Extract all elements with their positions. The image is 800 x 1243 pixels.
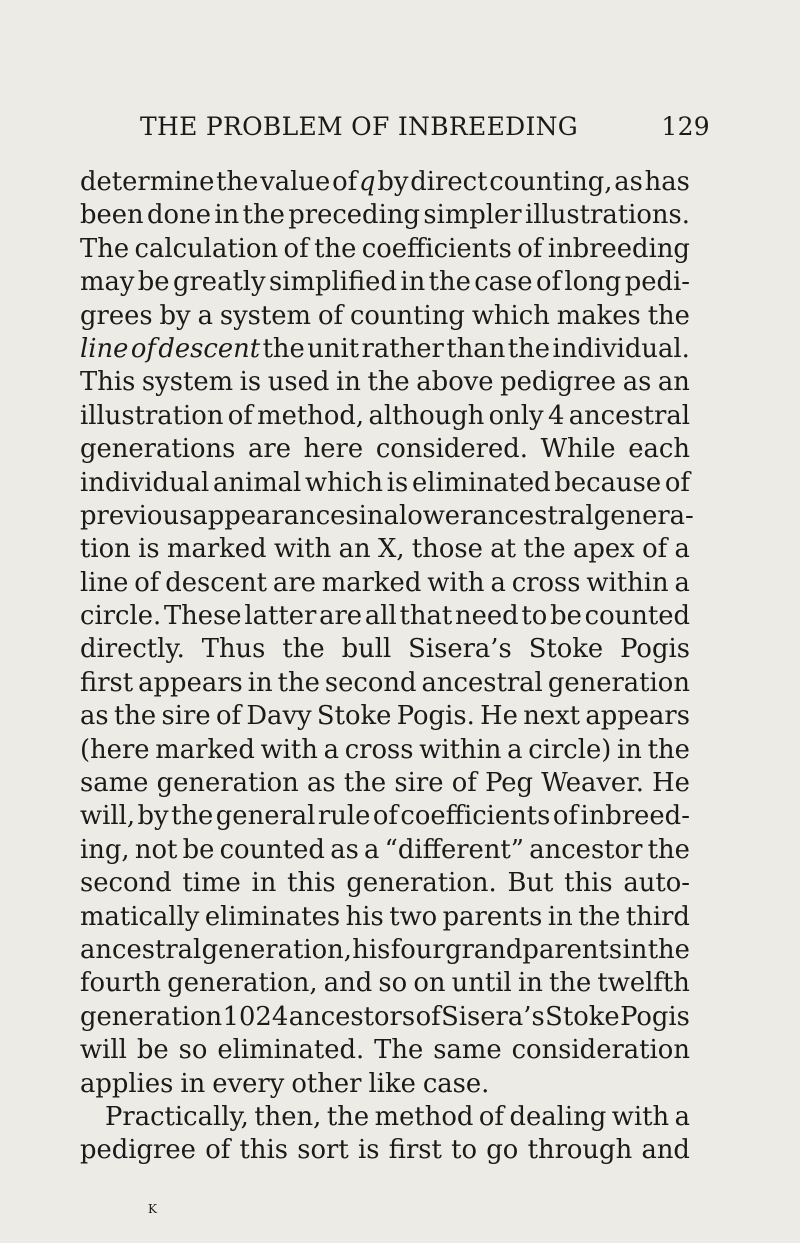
word: grandparents [445, 934, 623, 965]
word: of [552, 801, 578, 832]
word: is [138, 534, 160, 565]
italic-word: line [80, 333, 129, 364]
word: this [564, 868, 613, 899]
word: These [163, 601, 242, 632]
word: as [307, 768, 336, 799]
word: the [314, 233, 357, 264]
word: directly. [80, 634, 185, 665]
word: line [80, 567, 129, 598]
word: the [647, 934, 690, 965]
text-line [80, 834, 690, 867]
word: is [357, 1135, 380, 1166]
word: in [622, 934, 648, 965]
word: parents [442, 901, 543, 932]
word: general [215, 801, 316, 832]
word: greatly [172, 267, 266, 298]
word: apex [573, 534, 635, 565]
word: auto- [623, 868, 690, 899]
word: latter [244, 601, 317, 632]
text-line [80, 433, 690, 466]
word: individual. [552, 333, 690, 364]
word: a [507, 734, 523, 765]
text-line [80, 533, 690, 566]
word: Stoke [545, 1001, 620, 1032]
word: a [197, 300, 213, 331]
word: a [323, 734, 339, 765]
word: here [303, 434, 364, 465]
word: which [305, 467, 384, 498]
word: which [471, 300, 550, 331]
word: been [80, 200, 144, 231]
word: in [180, 1068, 206, 1099]
word: marked [166, 534, 267, 565]
word: counted [584, 601, 690, 632]
word: unit [307, 333, 360, 364]
word: the [578, 901, 621, 932]
word: are [272, 567, 316, 598]
word: case. [422, 1068, 490, 1099]
word: his [352, 934, 391, 965]
word: Davy [246, 701, 312, 732]
italic-word: of [130, 333, 156, 364]
word: ancestral [472, 500, 594, 531]
word: on [413, 968, 446, 999]
text-line [80, 867, 690, 900]
word: a [674, 567, 690, 598]
running-head-title: THE PROBLEM OF INBREEDING [140, 112, 579, 141]
word: pedigree [500, 367, 617, 398]
word: twelfth [597, 968, 690, 999]
word: eliminates [204, 901, 341, 932]
word: that [399, 601, 453, 632]
word: the [242, 200, 285, 231]
running-header [140, 112, 710, 152]
word: of [372, 801, 398, 832]
word: of [215, 701, 242, 732]
word: as [622, 367, 652, 398]
word: in [400, 267, 426, 298]
word: may [80, 267, 135, 298]
word: makes [556, 300, 641, 331]
text-line [80, 934, 690, 967]
word: a [383, 500, 399, 531]
text-line [80, 1134, 690, 1167]
text-line [80, 400, 690, 433]
word: as [330, 834, 359, 865]
text-line [80, 800, 690, 833]
italic-word: descent [158, 333, 261, 364]
word: a [674, 1101, 690, 1132]
word: Stoke [528, 634, 604, 665]
word: generation [547, 667, 690, 698]
word: and [323, 968, 373, 999]
word: is [386, 467, 409, 498]
word: simplified [269, 267, 397, 298]
word: ancestor [529, 834, 643, 865]
word: with [260, 734, 318, 765]
word: the [428, 267, 471, 298]
word: cross [511, 567, 581, 598]
word: eliminated. [217, 1035, 365, 1066]
word: within [419, 734, 502, 765]
word: ing, [80, 834, 130, 865]
word: are [248, 434, 292, 465]
word: until [451, 968, 512, 999]
text-line [80, 734, 690, 767]
word: sire [161, 701, 211, 732]
word: Practically, [105, 1101, 249, 1132]
word: marked [321, 567, 422, 598]
word: circle. [80, 601, 162, 632]
word: preceding [288, 200, 420, 231]
word: dealing [509, 1101, 607, 1132]
word: although [368, 400, 485, 431]
word: (here [80, 734, 150, 765]
word: of [227, 400, 253, 431]
word: of [317, 300, 344, 331]
word: method [374, 1101, 474, 1132]
word: counted [219, 834, 325, 865]
word: genera- [593, 500, 694, 531]
word: above [416, 367, 494, 398]
word: need [454, 601, 519, 632]
text-line [80, 366, 690, 399]
word: of [535, 267, 562, 298]
word: two [389, 901, 438, 932]
word: of [205, 1135, 231, 1166]
word: previous [80, 500, 193, 531]
word: illustration [80, 400, 224, 431]
word: those [411, 534, 483, 565]
word: sire [394, 768, 444, 799]
word: in [335, 367, 361, 398]
word: in [251, 868, 277, 899]
word: first [388, 1135, 442, 1166]
word: But [507, 868, 554, 899]
word: applies [80, 1068, 174, 1099]
word: the [171, 801, 214, 832]
page-number: 129 [661, 112, 710, 141]
word: time [182, 868, 241, 899]
word: generations [80, 434, 236, 465]
word: by [137, 801, 169, 832]
word: long [564, 267, 622, 298]
word: the [326, 1101, 370, 1132]
word: counting [349, 300, 465, 331]
word: X, [377, 534, 405, 565]
word: The [374, 1035, 424, 1066]
word: all [364, 601, 397, 632]
word: same [80, 768, 149, 799]
word: appears [585, 701, 690, 732]
text-line [80, 901, 690, 934]
word: The [80, 233, 130, 264]
word: appears [138, 667, 243, 698]
word: in [617, 734, 642, 765]
word: consideration [511, 1035, 690, 1066]
word: matically [80, 901, 200, 932]
word: descent [165, 567, 267, 598]
text-line [80, 199, 690, 232]
word: “different” [384, 834, 524, 865]
word: the [262, 333, 305, 364]
word: cross [344, 734, 414, 765]
word: done [147, 200, 211, 231]
word: of [283, 233, 309, 264]
word: of [134, 567, 160, 598]
text-line [80, 1068, 690, 1101]
word: has [644, 167, 690, 197]
word: four [390, 934, 445, 965]
word: pedi- [624, 267, 690, 298]
word: generation [156, 768, 299, 799]
text-line [80, 1101, 690, 1134]
word: as [80, 701, 109, 732]
word: only [488, 400, 544, 431]
word: second [80, 868, 172, 899]
word: the [549, 968, 592, 999]
word: be [137, 267, 170, 298]
word: this [287, 868, 336, 899]
word: the [282, 634, 325, 665]
word: second [324, 667, 417, 698]
word: with [427, 567, 485, 598]
text-line [80, 333, 690, 366]
word: ancestors [288, 1001, 416, 1032]
word: fourth [80, 968, 162, 999]
word: by [377, 167, 409, 197]
word: in [517, 968, 543, 999]
body-text [80, 166, 694, 1168]
text-line [80, 600, 690, 633]
word: generation [80, 1001, 223, 1032]
word: Peg [485, 768, 534, 799]
word: ancestral [80, 934, 202, 965]
word: generation, [167, 968, 318, 999]
word: of [332, 167, 358, 197]
word: value [260, 167, 331, 197]
text-line [80, 467, 690, 500]
word: to [521, 601, 548, 632]
word: through [527, 1135, 633, 1166]
word: other [291, 1068, 362, 1099]
word: system [141, 367, 234, 398]
word: generation. [346, 868, 497, 899]
word: sort [297, 1135, 349, 1166]
word: ancestral [568, 400, 690, 431]
word: appearances [192, 500, 359, 531]
word: first [80, 667, 134, 698]
word: system [219, 300, 312, 331]
word: eliminated [412, 467, 551, 498]
word: circle) [528, 734, 612, 765]
word: so [378, 968, 408, 999]
italic-word: q [359, 167, 376, 197]
word: rather [361, 333, 444, 364]
word: will, [80, 801, 136, 832]
word: in [358, 500, 384, 531]
word: inbreed- [580, 801, 690, 832]
word: Pogis. [396, 701, 475, 732]
word: animal [212, 467, 302, 498]
text-line [80, 266, 690, 299]
word: same [433, 1035, 502, 1066]
word: with [611, 1101, 670, 1132]
word: because [554, 467, 662, 498]
word: the [216, 167, 259, 197]
word: Stoke [316, 701, 392, 732]
word: each [628, 434, 690, 465]
word: his [345, 901, 384, 932]
word: like [368, 1068, 416, 1099]
word: are [319, 601, 363, 632]
word: While [540, 434, 616, 465]
word: This [80, 367, 136, 398]
word: a [674, 534, 690, 565]
word: as [614, 167, 643, 197]
text-line [80, 967, 690, 1000]
word: marked [155, 734, 255, 765]
word: coefficients [400, 801, 551, 832]
word: Weaver. [541, 768, 644, 799]
word: not [134, 834, 178, 865]
word: an [657, 367, 690, 398]
text-line [80, 166, 690, 199]
word: of [642, 534, 668, 565]
word: rule [317, 801, 371, 832]
word: individual [80, 467, 210, 498]
word: 1024 [222, 1001, 289, 1032]
word: Pogis [620, 634, 690, 665]
word: is [239, 367, 262, 398]
word: within [586, 567, 669, 598]
text-line [80, 767, 690, 800]
word: so [178, 1035, 208, 1066]
word: the [343, 768, 387, 799]
word: be [182, 834, 215, 865]
word: next [523, 701, 580, 732]
word: illustrations. [525, 200, 690, 231]
word: 4 [547, 400, 565, 431]
word: He [480, 701, 518, 732]
word: be [550, 601, 582, 632]
word: an [338, 534, 371, 565]
word: ancestral [421, 667, 543, 698]
word: the [507, 333, 551, 364]
word: go [486, 1135, 519, 1166]
word: grees [80, 300, 153, 331]
word: of [451, 768, 477, 799]
word: the [647, 734, 690, 765]
signature-mark: K [148, 1202, 158, 1216]
word: coefficients [361, 233, 512, 264]
word: of [517, 233, 543, 264]
word: with [273, 534, 332, 565]
word: and [641, 1135, 690, 1166]
text-line [80, 633, 690, 666]
word: will [80, 1035, 127, 1066]
word: the [113, 701, 157, 732]
word: pedigree [80, 1135, 196, 1166]
text-line [80, 233, 690, 266]
word: in [214, 200, 240, 231]
word: considered. [375, 434, 528, 465]
word: Sisera’s [441, 1001, 545, 1032]
text-line [80, 700, 690, 733]
word: then, [254, 1101, 322, 1132]
text-line [80, 1001, 690, 1034]
word: bull [341, 634, 392, 665]
text-line [80, 567, 690, 600]
word: the [367, 367, 410, 398]
word: counting, [489, 167, 613, 197]
word: Pogis [620, 1001, 690, 1032]
word: at [490, 534, 517, 565]
word: be [136, 1035, 169, 1066]
word: by [159, 300, 191, 331]
word: determine [80, 167, 215, 197]
word: this [239, 1135, 289, 1166]
text-line [80, 1034, 690, 1067]
word: of [664, 467, 690, 498]
word: to [451, 1135, 478, 1166]
text-line [80, 667, 690, 700]
word: tion [80, 534, 131, 565]
word: He [652, 768, 690, 799]
word: simpler [423, 200, 522, 231]
word: in [547, 901, 573, 932]
word: Thus [201, 634, 266, 665]
word: direct [410, 167, 488, 197]
word: the [647, 834, 690, 865]
word: of [415, 1001, 441, 1032]
word: than [446, 333, 506, 364]
text-line [80, 300, 690, 333]
word: the [523, 534, 566, 565]
word: every [212, 1068, 285, 1099]
word: calculation [134, 233, 279, 264]
word: a [364, 834, 380, 865]
word: used [267, 367, 330, 398]
word: method, [257, 400, 365, 431]
word: inbreeding [547, 233, 690, 264]
word: case [474, 267, 533, 298]
word: in [247, 667, 273, 698]
word: lower [398, 500, 473, 531]
word: the [277, 667, 320, 698]
word: Sisera’s [408, 634, 512, 665]
word: the [647, 300, 690, 331]
word: generation, [201, 934, 352, 965]
word: of [478, 1101, 504, 1132]
text-line [80, 500, 694, 533]
word: third [625, 901, 690, 932]
word: a [490, 567, 506, 598]
